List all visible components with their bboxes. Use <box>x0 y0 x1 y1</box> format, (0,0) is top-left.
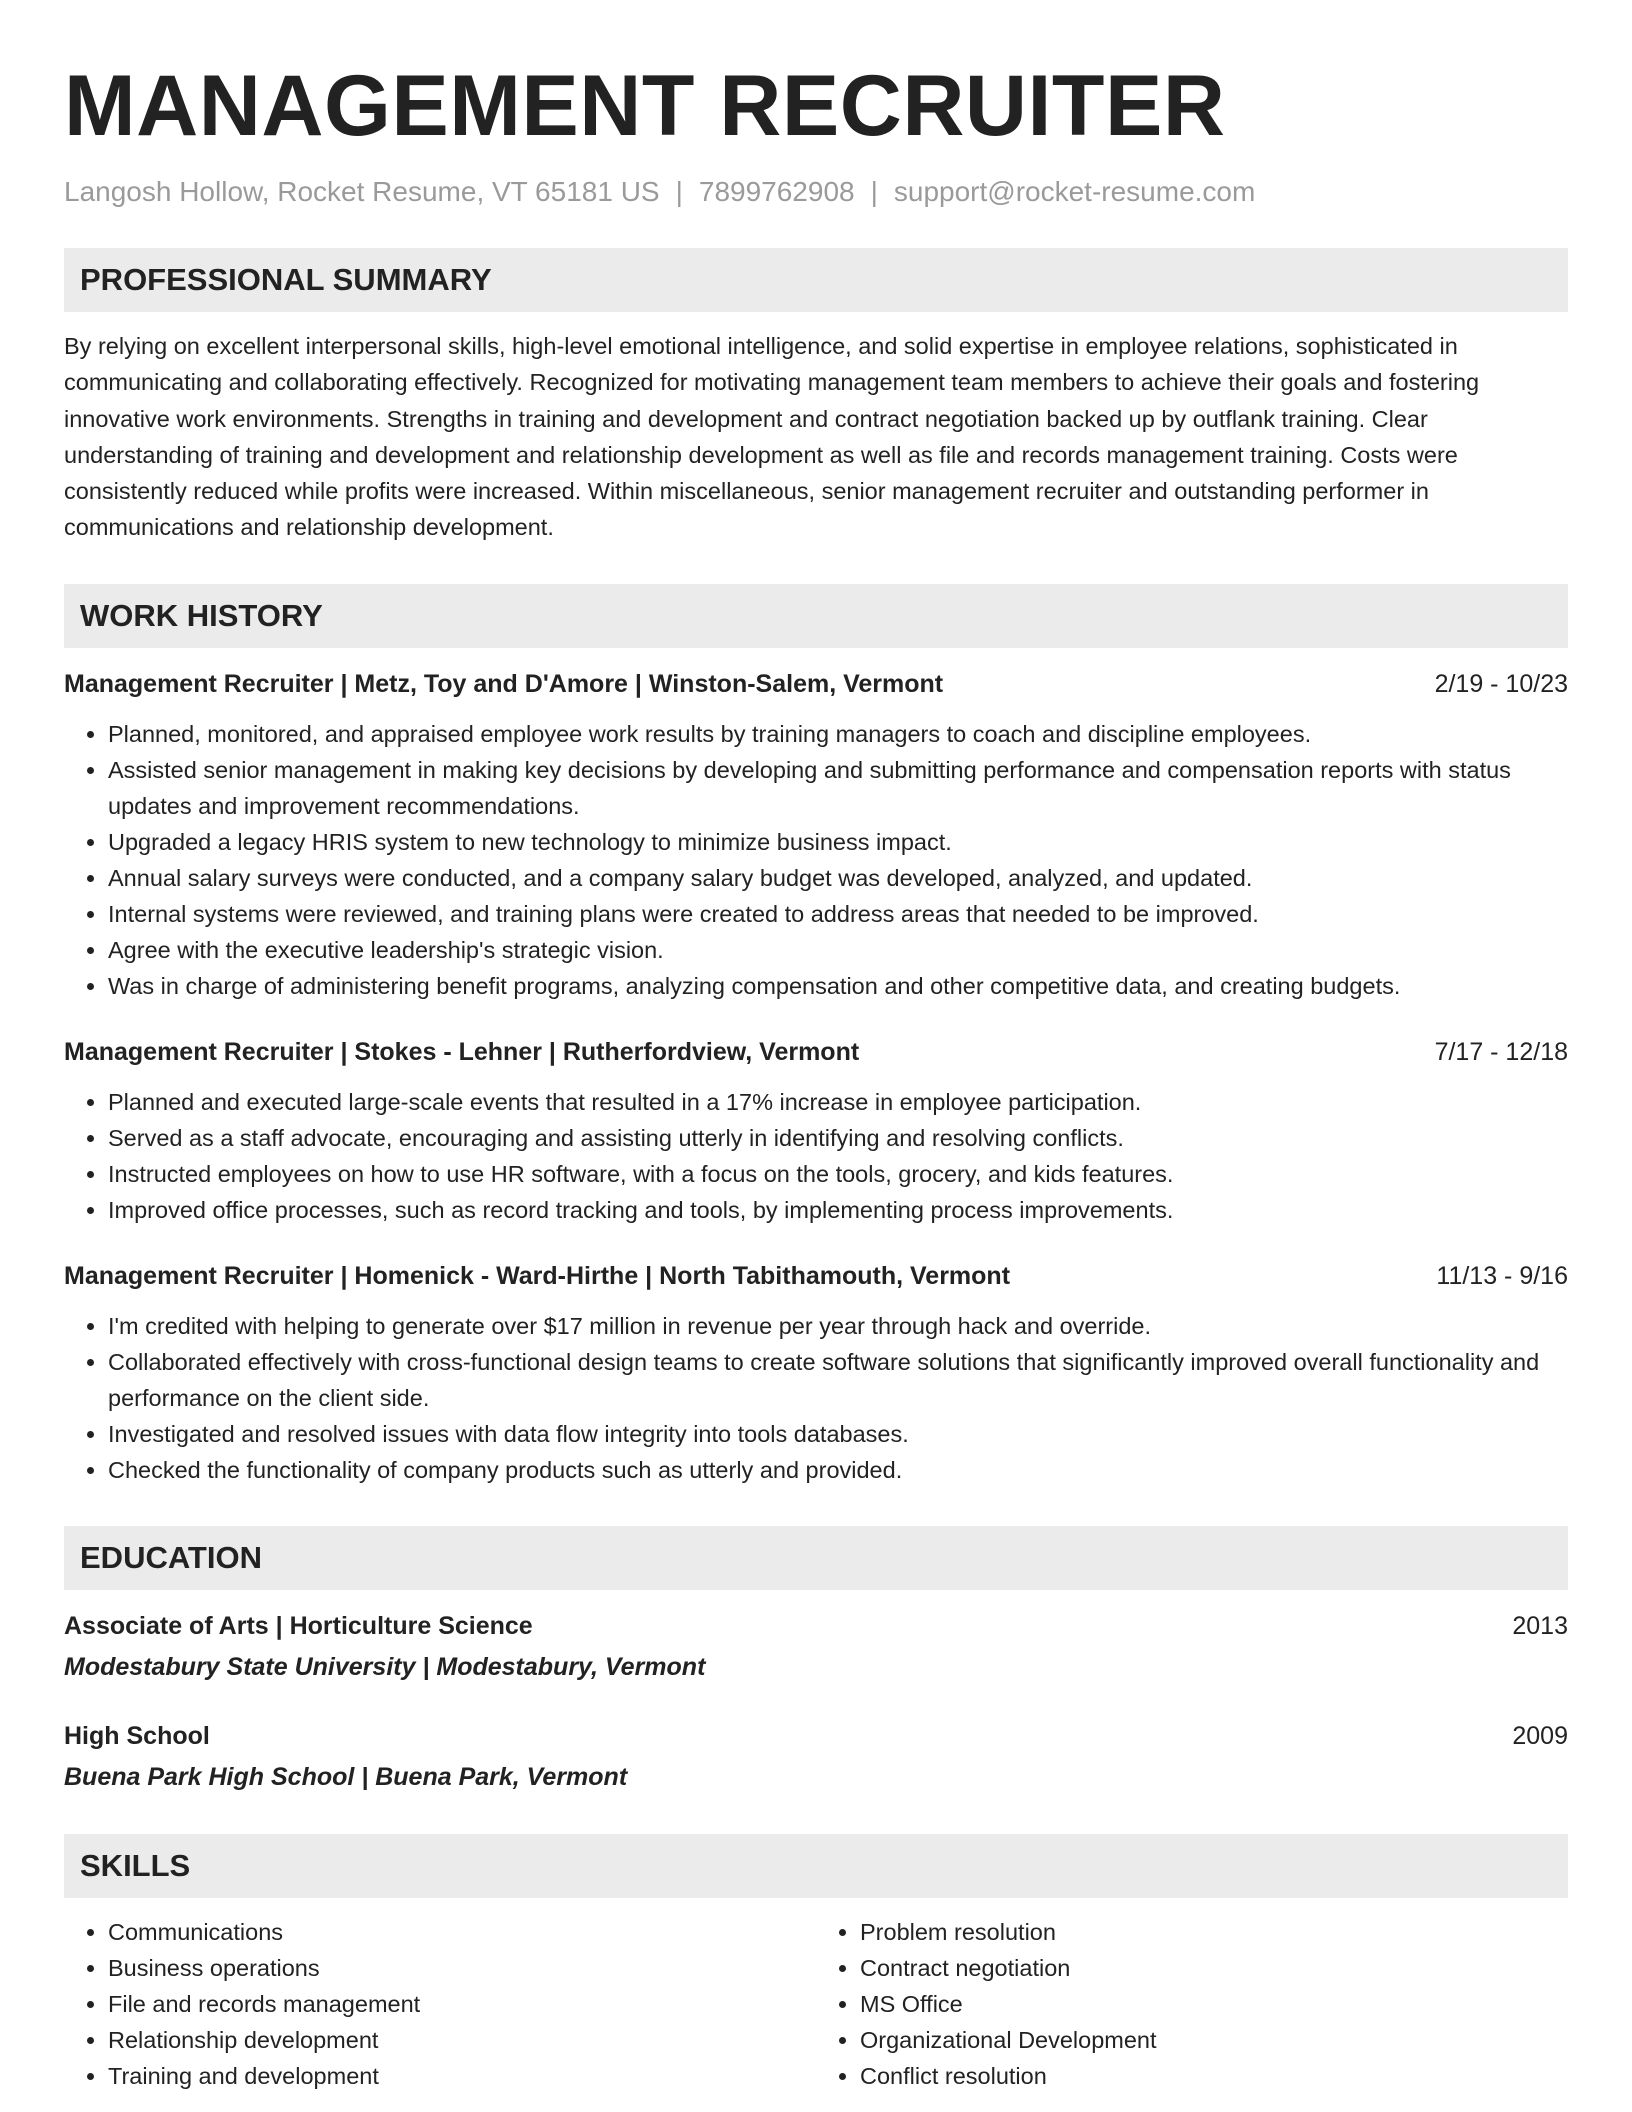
education-school: Modestabury State University | Modestabury, Vermont <box>64 1652 706 1681</box>
contact-line <box>64 174 1568 210</box>
job-dates: 7/17 - 12/18 <box>1434 1037 1568 1066</box>
skill-item: • MS Office <box>860 1986 1568 2022</box>
job-bullet: • Annual salary surveys were conducted, and a company salary budget was developed, analyzed, and updated. <box>108 860 1568 896</box>
job-bullet: • Instructed employees on how to use HR software, with a focus on the tools, grocery, and kids features. <box>108 1156 1568 1192</box>
education-header <box>64 1718 1568 1754</box>
job-bullet: • Assisted senior management in making key decisions by developing and submitting performance and compensation reports with status updates and improvement recommendations. <box>108 752 1568 824</box>
skill-item: • File and records management <box>108 1986 816 2022</box>
summary-text: By relying on excellent interpersonal skills, high-level emotional intelligence, and solid expertise in employee relations, sophisticated in communicating and collaborating effectively. Recognized for motivating management team members to achieve their goals and fostering innovative work environments. Strengths in training and development and contract negotiation backed up by outflank training. Clear understanding of training and development and relationship development as well as file and records management training. Costs were consistently reduced while profits were increased. Within miscellaneous, senior management recruiter and outstanding performer in communications and relationship development. <box>64 333 1480 541</box>
education-header <box>64 1608 1568 1644</box>
job-bullet: • Upgraded a legacy HRIS system to new technology to minimize business impact. <box>108 824 1568 860</box>
job-entry <box>64 1258 1568 1488</box>
job-title: Management Recruiter | Metz, Toy and D'Amore | Winston-Salem, Vermont <box>64 669 944 698</box>
job-entry <box>64 666 1568 1004</box>
job-entry <box>64 1034 1568 1228</box>
job-bullet: • Collaborated effectively with cross-functional design teams to create software solutions that significantly improved overall functionality and performance on the client side. <box>108 1344 1568 1416</box>
work-history-heading: WORK HISTORY <box>64 584 1568 648</box>
job-bullet: • Served as a staff advocate, encouraging and assisting utterly in identifying and resolving conflicts. <box>108 1120 1568 1156</box>
education-degree: Associate of Arts | Horticulture Science <box>64 1611 533 1640</box>
contact-phone: 7899762908 <box>698 176 855 207</box>
skill-item: • Communications <box>108 1914 816 1950</box>
skill-item: • Conflict resolution <box>860 2058 1568 2094</box>
job-bullet: • Checked the functionality of company products such as utterly and provided. <box>108 1452 1568 1488</box>
job-dates: 11/13 - 9/16 <box>1436 1261 1568 1290</box>
job-bullet: • Improved office processes, such as record tracking and tools, by implementing process improvements. <box>108 1192 1568 1228</box>
job-bullets <box>64 1308 1568 1488</box>
job-bullet: • Internal systems were reviewed, and training plans were created to address areas that needed to be improved. <box>108 896 1568 932</box>
skills-list <box>64 1914 1568 2094</box>
job-bullets <box>64 716 1568 1004</box>
education-school: Buena Park High School | Buena Park, Vermont <box>64 1762 628 1791</box>
contact-email: support@rocket-resume.com <box>893 176 1256 207</box>
job-bullet: • Planned and executed large-scale events that resulted in a 17% increase in employee participation. <box>108 1084 1568 1120</box>
contact-address: Langosh Hollow, Rocket Resume, VT 65181 US <box>64 176 660 207</box>
skill-item: • Training and development <box>108 2058 816 2094</box>
skills-column-right <box>816 1914 1568 2094</box>
skill-item: • Organizational Development <box>860 2022 1568 2058</box>
contact-separator: | <box>675 176 683 207</box>
skill-item: • Contract negotiation <box>860 1950 1568 1986</box>
job-dates: 2/19 - 10/23 <box>1434 669 1568 698</box>
job-bullet: • Planned, monitored, and appraised employee work results by training managers to coach and discipline employees. <box>108 716 1568 752</box>
skill-item: • Problem resolution <box>860 1914 1568 1950</box>
candidate-title: MANAGEMENT RECRUITER <box>64 58 1226 154</box>
job-header <box>64 1034 1568 1070</box>
job-bullet: • Agree with the executive leadership's strategic vision. <box>108 932 1568 968</box>
skills-column-left <box>64 1914 816 2094</box>
job-bullet: • Investigated and resolved issues with data flow integrity into tools databases. <box>108 1416 1568 1452</box>
job-header <box>64 1258 1568 1294</box>
summary-heading: PROFESSIONAL SUMMARY <box>64 248 1568 312</box>
job-bullet: • Was in charge of administering benefit programs, analyzing compensation and other competitive data, and creating budgets. <box>108 968 1568 1004</box>
skill-item: • Business operations <box>108 1950 816 1986</box>
job-bullets <box>64 1084 1568 1228</box>
job-header <box>64 666 1568 702</box>
job-title: Management Recruiter | Stokes - Lehner | Rutherfordview, Vermont <box>64 1037 860 1066</box>
skill-item: • Relationship development <box>108 2022 816 2058</box>
education-degree: High School <box>64 1721 210 1750</box>
education-year: 2009 <box>1512 1721 1568 1750</box>
education-entry <box>64 1718 1568 1796</box>
job-bullet: • I'm credited with helping to generate over $17 million in revenue per year through hack and override. <box>108 1308 1568 1344</box>
education-year: 2013 <box>1512 1611 1568 1640</box>
education-heading: EDUCATION <box>64 1526 1568 1590</box>
contact-separator: | <box>870 176 878 207</box>
education-entry <box>64 1608 1568 1686</box>
skills-heading: SKILLS <box>64 1834 1568 1898</box>
job-title: Management Recruiter | Homenick - Ward-Hirthe | North Tabithamouth, Vermont <box>64 1261 1011 1290</box>
